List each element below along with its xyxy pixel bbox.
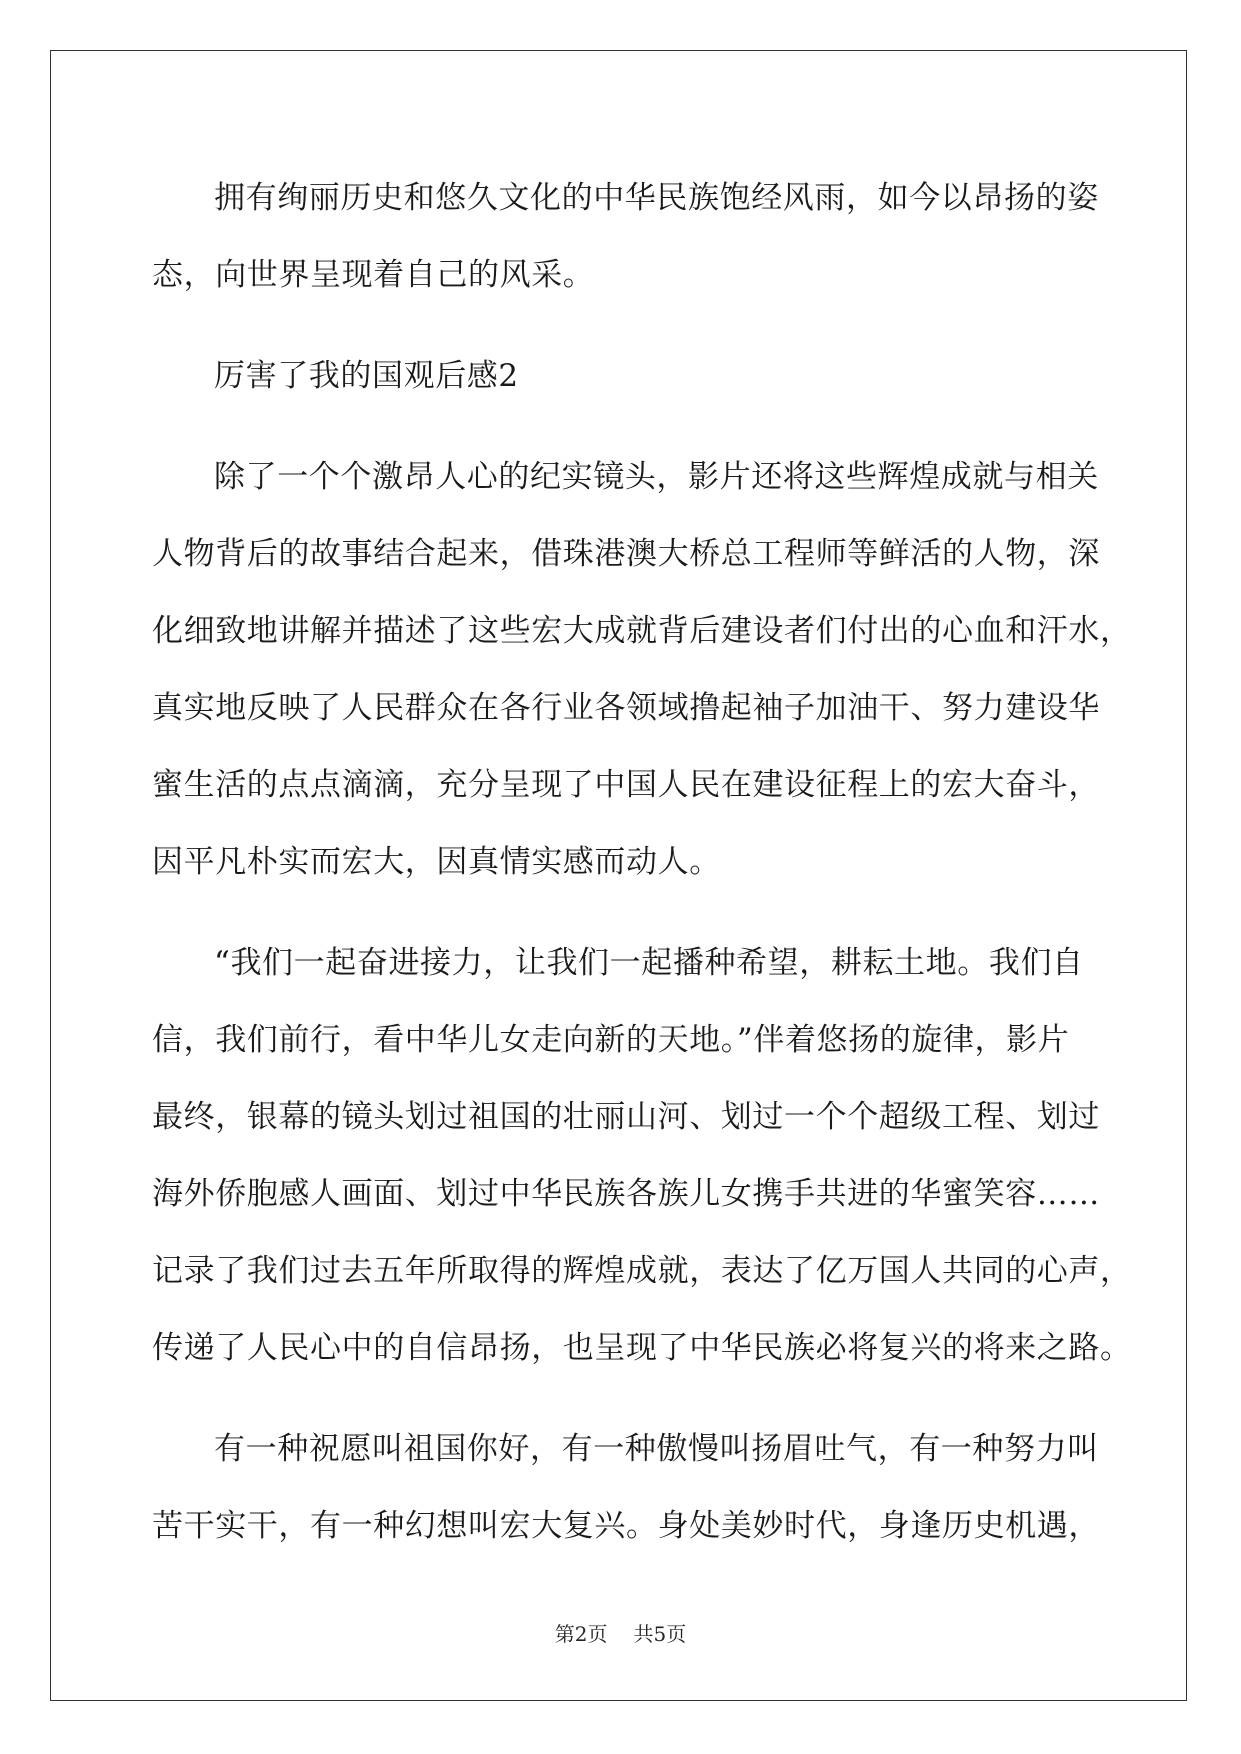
text-line: 传递了人民心中的自信昂扬，也呈现了中华民族必将复兴的将来之路。 — [152, 1330, 1132, 1366]
paragraph-intro — [152, 160, 1099, 314]
text-line: 拥有绚丽历史和悠久文化的中华民族饱经风雨，如今以昂扬的姿 — [214, 180, 1099, 216]
text-line: 有一种祝愿叫祖国你好，有一种傲慢叫扬眉吐气，有一种努力叫 — [214, 1431, 1099, 1467]
text-line: 除了一个个激昂人心的纪实镜头，影片还将这些辉煌成就与相关 — [214, 459, 1099, 495]
paragraph-closing — [152, 1411, 1100, 1565]
document-body — [152, 160, 1132, 1589]
paragraph-achievements — [152, 439, 1132, 901]
text-line: 信，我们前行，看中华儿女走向新的天地。”伴着悠扬的旋律，影片 — [152, 1022, 1070, 1058]
paragraph-quote — [152, 925, 1132, 1387]
page-number: 第2页 — [554, 1622, 608, 1646]
text-line: 人物背后的故事结合起来，借珠港澳大桥总工程师等鲜活的人物，深 — [152, 536, 1100, 572]
text-line: 因平凡朴实而宏大，因真情实感而动人。 — [152, 844, 721, 880]
text-line: 蜜生活的点点滴滴，充分呈现了中国人民在建设征程上的宏大奋斗， — [152, 767, 1100, 803]
text-line: 化细致地讲解并描述了这些宏大成就背后建设者们付出的心血和汗水， — [152, 613, 1132, 649]
text-line: 苦干实干，有一种幻想叫宏大复兴。身处美妙时代，身逢历史机遇， — [152, 1508, 1100, 1544]
text-line: “我们一起奋进接力，让我们一起播种希望，耕耘土地。我们自 — [214, 945, 1084, 981]
text-line: 记录了我们过去五年所取得的辉煌成就，表达了亿万国人共同的心声， — [152, 1253, 1132, 1289]
text-line: 态，向世界呈现着自己的风采。 — [152, 257, 595, 293]
page-footer — [0, 1618, 1241, 1647]
page-total: 共5页 — [633, 1622, 687, 1646]
text-line: 真实地反映了人民群众在各行业各领域撸起袖子加油干、努力建设华 — [152, 690, 1100, 726]
heading-text: 厉害了我的国观后感2 — [214, 358, 519, 394]
text-line: 最终，银幕的镜头划过祖国的壮丽山河、划过一个个超级工程、划过 — [152, 1099, 1100, 1135]
text-line: 海外侨胞感人画面、划过中华民族各族儿女携手共进的华蜜笑容…… — [152, 1176, 1100, 1212]
section-heading — [152, 338, 1087, 415]
